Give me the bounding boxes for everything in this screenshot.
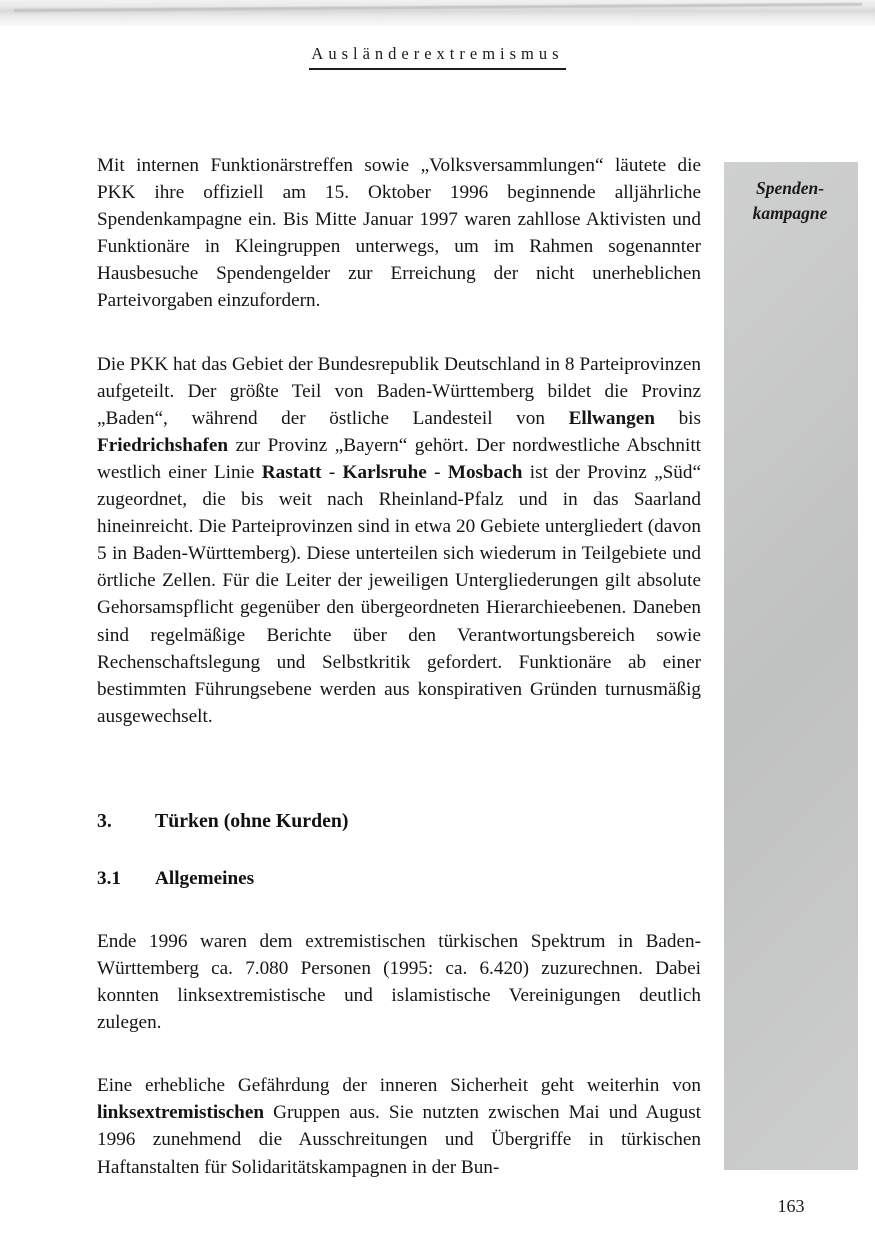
text-run: Eine erhebliche Gefährdung der inneren Sicherheit geht weiterhin von	[97, 1075, 701, 1097]
place-friedrichshafen: Friedrichshafen	[97, 434, 229, 456]
paragraph-parteiprovinzen	[97, 351, 701, 730]
text-run: Die PKK hat das Gebiet der Bundesrepublik Deutschland in 8 Parteiprovinzen aufgeteilt. Der größte Teil von Baden-Württemberg bildet die Provinz „Baden“, während der östliche Landesteil von	[97, 353, 701, 429]
body-text-column	[97, 152, 701, 1181]
section-heading-text: Türken (ohne Kurden)	[155, 809, 349, 832]
paragraph-spacer	[97, 1036, 701, 1072]
margin-note-line-2: kampagne	[752, 203, 828, 223]
paragraph-spacer	[97, 315, 701, 351]
text-run: Gruppen aus. Sie nutzten zwischen Mai und August 1996 zunehmend die Ausschreitungen und Übergriffe in türkischen Haftanstalten für Solidaritätskampagnen in der Bun-	[97, 1102, 701, 1178]
section-spacer	[97, 730, 701, 808]
paragraph-spendenkampagne: Mit internen Funktionärstreffen sowie „Volksversammlungen“ läutete die PKK ihre offiziell am 15. Oktober 1996 beginnende alljährliche Spendenkampagne ein. Bis Mitte Januar 1997 waren zahllose Aktivisten und Funktionäre in Kleingruppen unterwegs, um im Rahmen sogenannter Hausbesuche Spendengelder zur Erreichung der nicht unerheblichen Parteivorgaben einzufordern.	[97, 155, 701, 312]
text-run: zur Provinz „Bayern“ gehört. Der nordwestliche Abschnitt westlich einer Linie	[97, 434, 701, 483]
margin-note-panel	[724, 162, 858, 1170]
scan-edge-artifact	[0, 0, 875, 26]
heading-spacer	[97, 892, 701, 928]
place-karlsruhe: Karlsruhe	[342, 461, 427, 483]
running-header	[0, 44, 875, 70]
page-number: 163	[777, 1196, 805, 1216]
place-ellwangen: Ellwangen	[568, 407, 655, 429]
text-run: -	[426, 461, 448, 483]
margin-note-line-1: Spenden-	[755, 178, 825, 198]
place-rastatt: Rastatt	[261, 461, 322, 483]
text-run: -	[321, 461, 343, 483]
paragraph-personenzahlen: Ende 1996 waren dem extremistischen türkischen Spektrum in Baden-Württemberg ca. 7.080 Personen (1995: ca. 6.420) zuzurechnen. Dabei konnten linksextremistische und islamistische Vereinigungen deutlich zulegen.	[97, 930, 701, 1034]
margin-note	[724, 176, 858, 226]
scan-edge-line	[14, 3, 862, 12]
paragraph-gefaehrdung	[97, 1072, 701, 1180]
section-heading-3	[97, 808, 701, 835]
subsection-heading-text: Allgemeines	[155, 867, 255, 889]
subsection-number: 3.1	[97, 867, 121, 889]
running-header-text: Ausländerextremismus	[309, 44, 565, 70]
text-run: ist der Provinz „Süd“ zugeordnet, die bis weit nach Rheinland-Pfalz und in das Saarland hineinreicht. Die Parteiprovinzen sind in etwa 20 Gebiete untergliedert (davon 5 in Baden-Württemberg). Diese unterteilen sich wiederum in Teilgebiete und örtliche Zellen. Für die Leiter der jeweiligen Untergliederungen gilt absolute Gehorsamspflicht gegenüber den übergeordneten Hierarchieebenen. Daneben sind regelmäßige Berichte über den Verantwortungsbereich sowie Rechenschaftslegung und Selbstkritik gefordert. Funktionäre ab einer bestimmten Führungsebene werden aus konspirativen Gründen turnusmäßig ausgewechselt.	[97, 461, 701, 727]
text-run: bis	[654, 407, 701, 429]
subsection-heading-3-1	[97, 865, 701, 892]
place-mosbach: Mosbach	[447, 461, 523, 483]
heading-spacer	[97, 835, 701, 865]
section-number: 3.	[97, 809, 112, 832]
term-linksextremistischen: linksextremistischen	[97, 1102, 265, 1124]
